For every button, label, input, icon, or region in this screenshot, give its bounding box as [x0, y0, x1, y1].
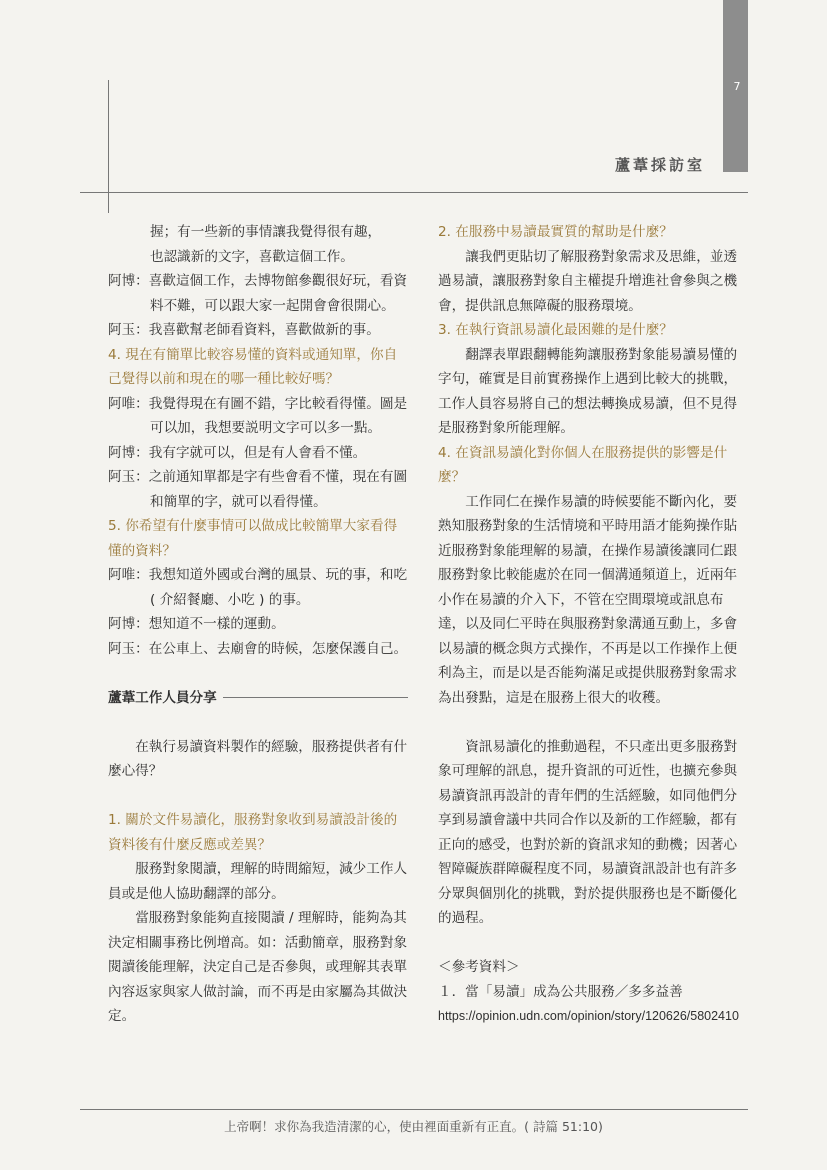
staff-heading-label: 蘆葦工作人員分享 [108, 689, 217, 706]
paragraph: 阿唯：我覺得現在有圖不錯，字比較看得懂。圖是可以加，我想要説明文字可以多一點。 [108, 395, 408, 436]
footer-verse: 上帝啊！求你為我造清潔的心，使由裡面重新有正直。( 詩篇 51:10) [224, 1119, 603, 1134]
paragraph: 讓我們更貼切了解服務對象需求及思維，並透過易讀，讓服務對象自主權提升增進社會參與之機會，提供訊息無障礙的服務環境。 [438, 248, 738, 314]
paragraph: 阿博：喜歡這個工作，去博物館參觀很好玩，看資料不難，可以跟大家一起開會會很開心。 [108, 273, 408, 314]
question-heading: 3. 在執行資訊易讀化最困難的是什麼？ [438, 322, 673, 338]
paragraph: 在執行易讀資料製作的經驗，服務提供者有什麼心得？ [108, 738, 408, 779]
paragraph: 阿唯：我想知道外國或台灣的風景、玩的事，和吃 ( 介紹餐廳、小吃 ) 的事。 [108, 567, 408, 608]
paragraph: 握；有一些新的事情讓我覺得很有趣， [150, 224, 382, 240]
question-heading: 4. 現在有簡單比較容易懂的資料或通知單，你自己覺得以前和現在的哪一種比較好嗎？ [108, 346, 398, 387]
question-heading: 2. 在服務中易讀最實質的幫助是什麼？ [438, 224, 673, 240]
right-column [438, 220, 740, 1029]
reference-link[interactable]: https://opinion.udn.com/opinion/story/120626/5802410 [438, 1009, 739, 1023]
question-heading: 5. 你希望有什麼事情可以做成比較簡單大家看得懂的資料？ [108, 518, 398, 559]
staff-heading [108, 686, 408, 711]
page-number: 7 [733, 80, 741, 93]
paragraph: 工作同仁在操作易讀的時候要能不斷內化，要熟知服務對象的生活情境和平時用語才能夠操作貼近服務對象能理解的易讀，在操作易讀後讓同仁跟服務對象比較能處於在同一個溝通頻道上，近兩年小作在易讀的介入下，不管在空間環境或訊息布達，以及同仁平時在與服務對象溝通互動上，多會以易讀的概念與方式操作，不再是以工作操作上便利為主，而是以是否能夠滿足或提供服務對象需求為出發點，這是在服務上很大的收穫。 [438, 493, 738, 706]
reference-item: １．當「易讀」成為公共服務／多多益善 [438, 983, 683, 1000]
reference-heading: ＜參考資料＞ [438, 959, 520, 975]
question-heading: 4. 在資訊易讀化對你個人在服務提供的影響是什麼？ [438, 444, 728, 485]
question-heading: 1. 關於文件易讀化，服務對象收到易讀設計後的資料後有什麼反應或差異？ [108, 812, 398, 853]
paragraph: 阿博：我有字就可以，但是有人會看不懂。 [108, 444, 367, 461]
paragraph: 也認識新的文字，喜歡這個工作。 [150, 248, 354, 265]
paragraph: 服務對象閱讀，理解的時間縮短，減少工作人員或是他人協助翻譯的部分。 [108, 861, 408, 902]
vertical-rule [108, 80, 109, 213]
paragraph: 翻譯表單跟翻轉能夠讓服務對象能易讀易懂的字句，確實是目前實務操作上遇到比較大的挑戰，工作人員容易將自己的想法轉換成易讀，但不見得是服務對象所能理解。 [438, 346, 738, 436]
paragraph: 當服務對象能夠直接閱讀 / 理解時，能夠為其決定相關事務比例增高。如：活動簡章，服務對象閱讀後能理解，決定自己是否參與，或理解其表單內容返家與家人做討論，而不再是由家屬為其做決定。 [108, 910, 408, 1024]
paragraph: 阿玉：我喜歡幫老師看資料，喜歡做新的事。 [108, 322, 380, 338]
heading-rule [223, 697, 408, 698]
paragraph: 阿博：想知道不一樣的運動。 [108, 616, 285, 632]
header-rule [80, 192, 748, 193]
left-column [108, 220, 408, 1029]
paragraph: 阿玉：之前通知單都是字有些會看不懂，現在有圖和簡單的字，就可以看得懂。 [108, 469, 408, 510]
paragraph: 資訊易讀化的推動過程，不只產出更多服務對象可理解的訊息，提升資訊的可近性，也擴充參與易讀資訊再設計的青年們的生活經驗，如同他們分享到易讀會議中共同合作以及新的工作經驗，都有正向的感受，也對於新的資訊求知的動機；因著心智障礙族群障礙程度不同，易讀資訊設計也有許多分眾與個別化的挑戰，對於提供服務也是不斷優化的過程。 [438, 738, 738, 926]
footer-rule [80, 1109, 748, 1110]
paragraph: 阿玉：在公車上、去廟會的時候，怎麼保護自己。 [108, 640, 408, 657]
section-title: 蘆葦採訪室 [614, 156, 705, 174]
